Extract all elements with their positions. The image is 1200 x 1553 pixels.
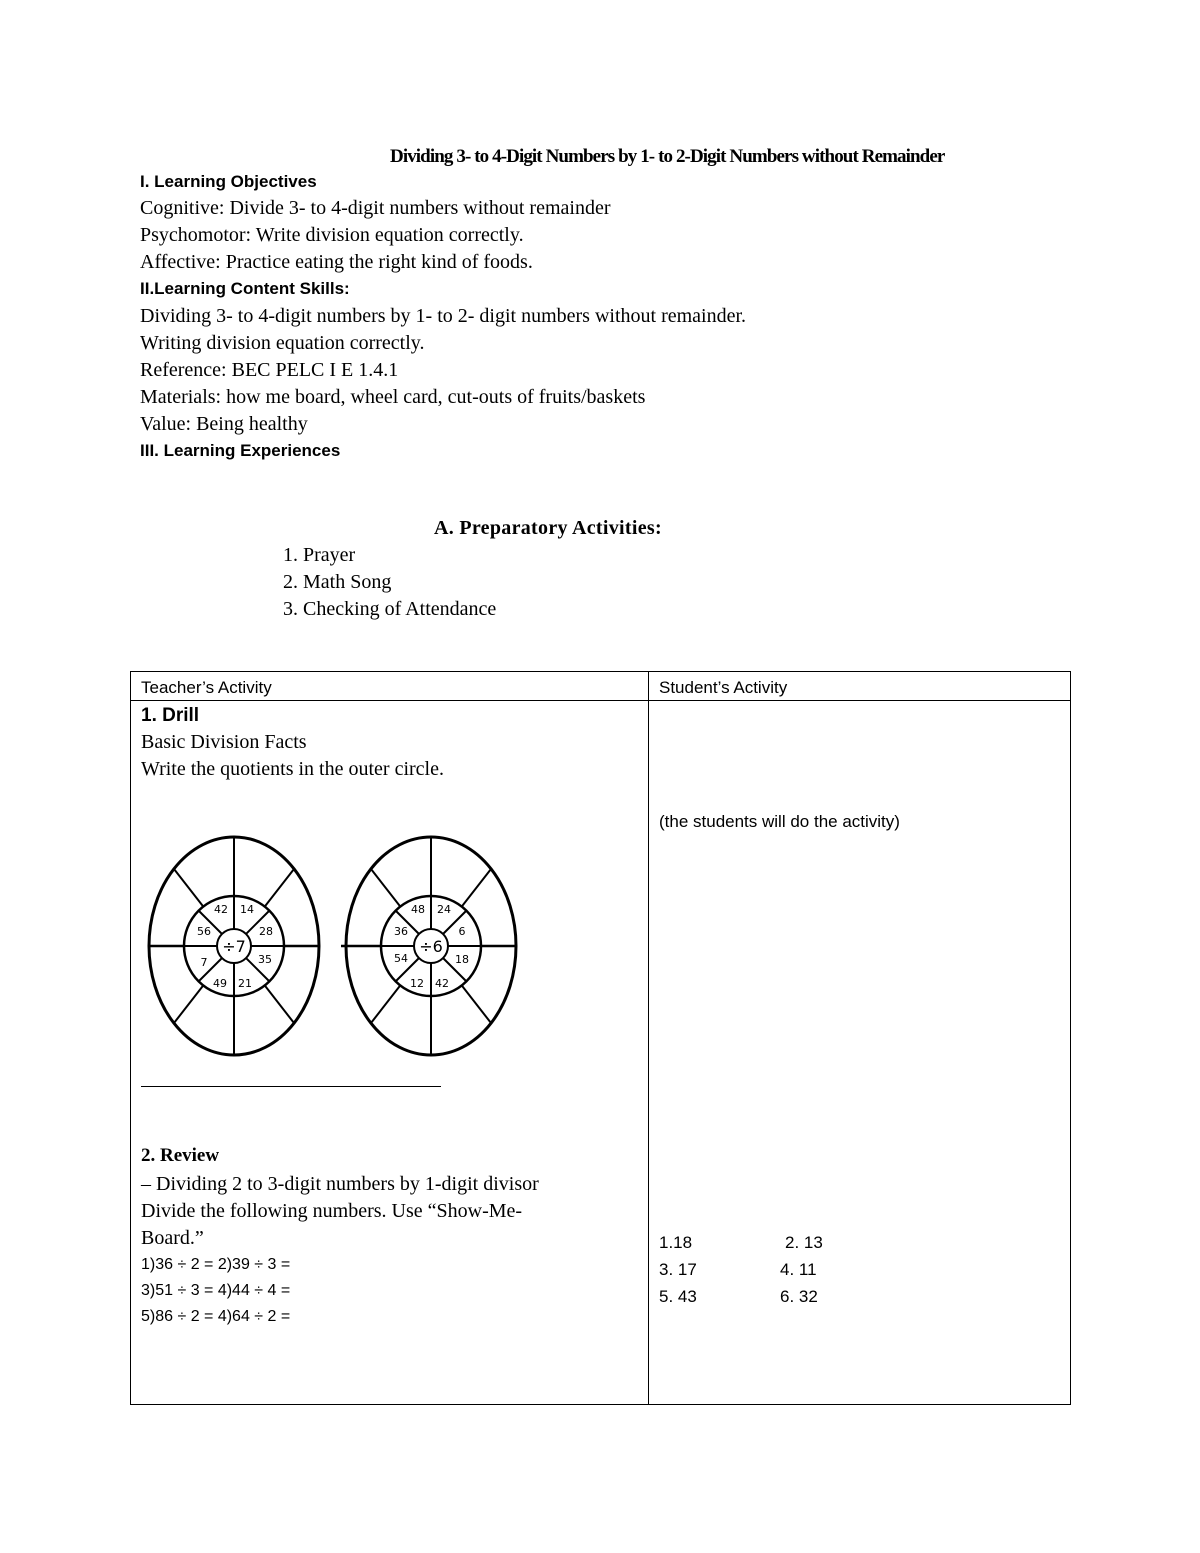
content-heading: II.Learning Content Skills: bbox=[140, 279, 350, 298]
wheel-number: 18 bbox=[455, 953, 469, 966]
teacher-activity-cell bbox=[131, 701, 649, 1405]
objective-affective: Affective: Practice eating the right kind of foods. bbox=[140, 251, 533, 273]
wheel-number: 12 bbox=[410, 977, 424, 990]
content-materials: Materials: how me board, wheel card, cut-outs of fruits/baskets bbox=[140, 386, 646, 408]
review-heading: 2. Review bbox=[141, 1145, 220, 1166]
division-wheel-7 bbox=[149, 837, 319, 1055]
wheel-number: 36 bbox=[394, 925, 408, 938]
answer-item: 5. 43 bbox=[659, 1287, 697, 1306]
division-wheels-figure bbox=[141, 831, 541, 1091]
review-equation: 3)51 ÷ 3 = 4)44 ÷ 4 = bbox=[141, 1282, 291, 1299]
wheel-number: 24 bbox=[437, 903, 451, 916]
review-equation: 1)36 ÷ 2 = 2)39 ÷ 3 = bbox=[141, 1256, 291, 1273]
preparatory-heading: A. Preparatory Activities: bbox=[434, 517, 662, 539]
review-line: Divide the following numbers. Use “Show-Me- bbox=[141, 1200, 523, 1222]
student-activity-header: Student’s Activity bbox=[649, 672, 1071, 701]
drill-heading: 1. Drill bbox=[141, 705, 200, 726]
wheel-number: 54 bbox=[394, 952, 408, 965]
drill-subtitle: Basic Division Facts bbox=[141, 731, 307, 753]
wheel-number: 7 bbox=[200, 956, 208, 969]
wheel-number: 42 bbox=[214, 903, 228, 916]
answer-item: 1.18 bbox=[659, 1233, 693, 1252]
answer-item: 4. 11 bbox=[780, 1260, 817, 1279]
content-reference: Reference: BEC PELC I E 1.4.1 bbox=[140, 359, 399, 381]
activity-table bbox=[130, 671, 1071, 1405]
wheel-number: 49 bbox=[213, 977, 227, 990]
wheel-center: ÷7 bbox=[222, 937, 246, 956]
wheel-number: 6 bbox=[458, 925, 466, 938]
content-skill-1: Dividing 3- to 4-digit numbers by 1- to 2- digit numbers without remainder. bbox=[140, 305, 747, 327]
student-response: (the students will do the activity) bbox=[659, 812, 900, 831]
review-equation: 5)86 ÷ 2 = 4)64 ÷ 2 = bbox=[141, 1308, 291, 1325]
review-line: – Dividing 2 to 3-digit numbers by 1-digit divisor bbox=[141, 1173, 539, 1195]
wheel-number: 28 bbox=[259, 925, 273, 938]
drill-instruction: Write the quotients in the outer circle. bbox=[141, 758, 444, 780]
figure-divider bbox=[141, 1086, 441, 1087]
page-title: Dividing 3- to 4-Digit Numbers by 1- to 2-Digit Numbers without Remainder bbox=[390, 146, 945, 167]
wheel-number: 21 bbox=[238, 977, 252, 990]
answer-item: 6. 32 bbox=[780, 1287, 818, 1306]
wheel-number: 56 bbox=[197, 925, 211, 938]
content-skill-2: Writing division equation correctly. bbox=[140, 332, 425, 354]
experiences-heading: III. Learning Experiences bbox=[140, 441, 341, 460]
preparatory-item: 1. Prayer bbox=[283, 544, 356, 566]
review-line: Board.” bbox=[141, 1227, 204, 1249]
content-value: Value: Being healthy bbox=[140, 413, 308, 435]
student-activity-cell bbox=[649, 701, 1071, 1405]
wheel-number: 48 bbox=[411, 903, 425, 916]
objective-psychomotor: Psychomotor: Write division equation correctly. bbox=[140, 224, 524, 246]
wheel-number: 14 bbox=[240, 903, 254, 916]
wheel-number: 42 bbox=[435, 977, 449, 990]
objectives-heading: I. Learning Objectives bbox=[140, 172, 317, 191]
wheel-number: 35 bbox=[258, 953, 272, 966]
preparatory-item: 2. Math Song bbox=[283, 571, 392, 593]
objective-cognitive: Cognitive: Divide 3- to 4-digit numbers without remainder bbox=[140, 197, 611, 219]
teacher-activity-header: Teacher’s Activity bbox=[131, 672, 649, 701]
wheel-center: ÷6 bbox=[419, 937, 443, 956]
preparatory-item: 3. Checking of Attendance bbox=[283, 598, 497, 620]
answer-item: 3. 17 bbox=[659, 1260, 697, 1279]
answer-item: 2. 13 bbox=[785, 1233, 823, 1252]
division-wheel-6 bbox=[341, 837, 516, 1055]
